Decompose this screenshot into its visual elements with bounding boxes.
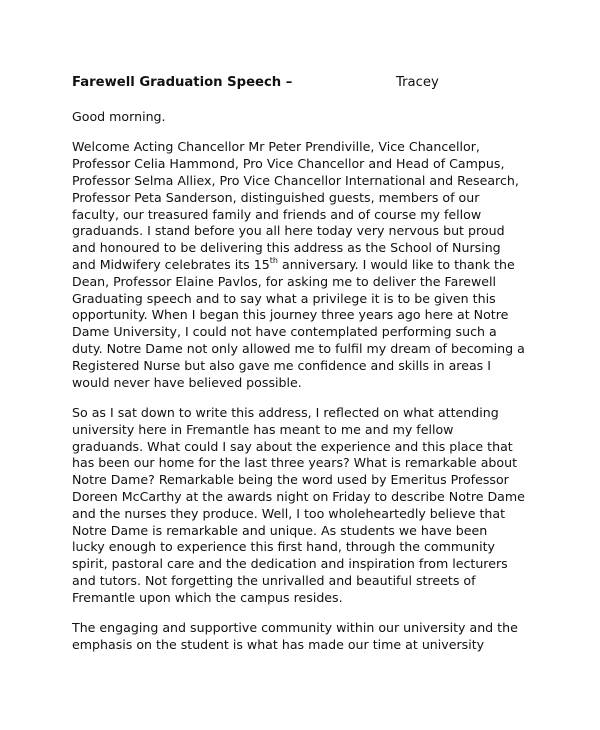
paragraph-3 [72,620,542,654]
text-line: has been our home for the last three years? What is remarkable about [72,455,518,471]
text-line: faculty, our treasured family and friends and of course my fellow [72,206,482,222]
text-line: graduands. What could I say about the experience and this place that [72,438,513,454]
text-line: Notre Dame is remarkable and unique. As students we have been [72,522,488,538]
speech-body [72,109,542,654]
anniversary-line-start: and Midwifery celebrates its 15 [72,256,270,272]
text-line: Welcome Acting Chancellor Mr Peter Prendiville, Vice Chancellor, [72,139,480,155]
text-line: Professor Peta Sanderson, distinguished guests, members of our [72,189,480,205]
paragraph-gap [72,607,542,621]
paragraph-gap [72,391,542,405]
paragraph-2 [72,405,542,607]
text-line: The engaging and supportive community within our university and the [72,620,518,636]
text-line: Registered Nurse but also gave me confidence and skills in areas I [72,357,491,373]
document-title: Farewell Graduation Speech – [72,75,293,90]
text-line: Fremantle upon which the campus resides. [72,589,343,605]
ordinal-suffix: th [269,255,278,265]
text-line: and tutors. Not forgetting the unrivalled and beautiful streets of [72,572,476,588]
author-name: Tracey [396,75,439,90]
text-line: Professor Selma Alliex, Pro Vice Chancellor International and Research, [72,172,519,188]
text-line [72,257,542,274]
text-line: graduands. I stand before you all here today very nervous but proud [72,223,505,239]
text-line: Professor Celia Hammond, Pro Vice Chancellor and Head of Campus, [72,156,505,172]
text-line: opportunity. When I began this journey three years ago here at Notre [72,307,509,323]
text-line: So as I sat down to write this address, I reflected on what attending [72,404,499,420]
text-line: Notre Dame? Remarkable being the word used by Emeritus Professor [72,472,509,488]
text-line: Dean, Professor Elaine Pavlos, for asking me to deliver the Farewell [72,273,497,289]
text-line: emphasis on the student is what has made our time at university [72,636,485,652]
greeting: Good morning. [72,109,166,124]
text-line: Dame University, I could not have contemplated performing such a [72,324,497,340]
text-line: university here in Fremantle has meant to me and my fellow [72,421,454,437]
paragraph-1 [72,139,542,391]
text-line: lucky enough to experience this first hand, through the community [72,539,496,555]
text-line: duty. Notre Dame not only allowed me to fulfil my dream of becoming a [72,340,525,356]
text-line: Doreen McCarthy at the awards night on Friday to describe Notre Dame [72,488,525,504]
text-line: Graduating speech and to say what a privilege it is to be given this [72,290,496,306]
paragraph-gap [72,126,542,140]
text-line: spirit, pastoral care and the dedication and inspiration from lecturers [72,556,508,572]
title-line [72,74,532,92]
text-line: and honoured to be delivering this address as the School of Nursing [72,240,501,256]
text-line: would never have believed possible. [72,374,302,390]
anniversary-line-end: anniversary. I would like to thank the [277,256,515,272]
text-line: and the nurses they produce. Well, I too wholeheartedly believe that [72,505,506,521]
